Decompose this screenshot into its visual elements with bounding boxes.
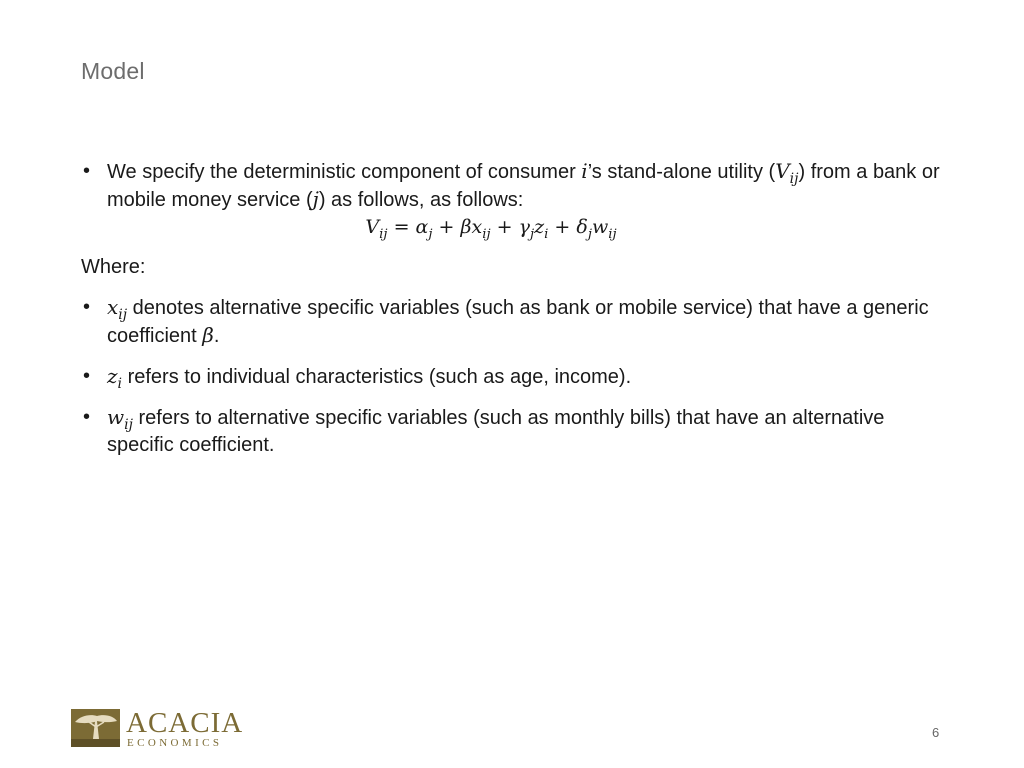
bullet1-text-post: ) as follows, as follows:	[318, 189, 524, 211]
bullet1-text-mid2: ) from a bank or mobile money service (	[107, 161, 940, 211]
var-j: j	[312, 187, 319, 211]
bullet-utility-definition	[81, 158, 941, 214]
bullet2-text: denotes alternative specific variables (such as bank or mobile service) that have a generic coefficient	[107, 297, 929, 347]
bullet1-text-pre: We specify the deterministic component of consumer	[107, 161, 582, 183]
acacia-economics-logo	[71, 707, 244, 749]
where-label: Where:	[81, 256, 146, 278]
var-i: i	[581, 159, 588, 183]
bullet4-text: refers to alternative specific variables (such as monthly bills) that have an alternative specific coefficient.	[107, 407, 885, 456]
var-V: $V_{ij}$	[775, 159, 799, 187]
slide-content	[81, 158, 941, 459]
logo-subtitle: ECONOMICS	[127, 737, 223, 749]
var-x: $x_{ij}$	[107, 295, 128, 323]
bullet-x-definition: • $x_{ij}$ denotes alternative specific variables (such as bank or mobile service) that have a generic coefficient β.	[81, 294, 941, 350]
page-number: 6	[932, 725, 940, 740]
bullet-z-definition	[81, 363, 941, 391]
var-w: $w_{ij}$	[107, 405, 133, 433]
slide-title: Model	[81, 58, 145, 84]
var-beta: β	[202, 323, 214, 347]
bullet1-text-mid: ’s stand-alone utility (	[587, 161, 776, 183]
logo-wordmark: ACACIA	[126, 707, 244, 739]
var-z: $z_i$	[107, 364, 123, 392]
acacia-tree-icon	[71, 709, 120, 747]
utility-equation: $V_{ij} = \alpha_j + \beta x_{ij} + \gamma_jz_i + \delta_jw_{ij}$	[365, 216, 617, 242]
bullet3-text: refers to individual characteristics (such as age, income).	[122, 366, 632, 388]
bullet-w-definition	[81, 404, 941, 459]
